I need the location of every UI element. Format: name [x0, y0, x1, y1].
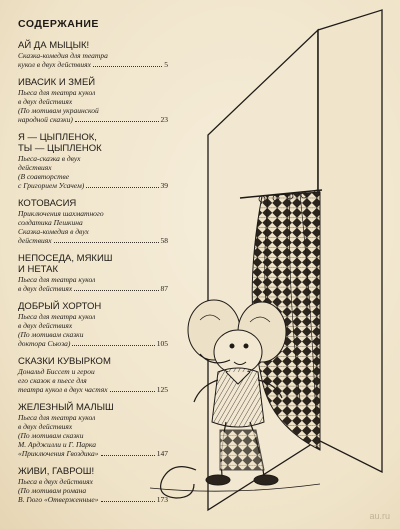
entry-last-line-row — [18, 236, 168, 245]
entry-title: НЕПОСЕДА, МЯКИШ И НЕТАК — [18, 253, 113, 275]
dot-leader — [93, 66, 162, 67]
entry-subtitle-line: В. Гюго «Отверженные» — [18, 495, 99, 504]
page-number: 147 — [156, 449, 168, 458]
dot-leader — [75, 121, 159, 122]
page-number: 58 — [160, 236, 168, 245]
dot-leader — [101, 455, 155, 456]
contents-list — [18, 40, 168, 504]
entry-title: СКАЗКИ КУВЫРКОМ — [18, 356, 111, 367]
page-number: 23 — [160, 115, 168, 124]
entry-title: КОТОВАСИЯ — [18, 198, 77, 209]
entry-last-line-row — [18, 60, 168, 69]
dot-leader — [110, 391, 155, 392]
page-number: 125 — [156, 385, 168, 394]
entry-subtitle-line: (В соавторстве — [18, 172, 70, 181]
entry-subtitle-line: действиях — [18, 163, 52, 172]
entry-subtitle-line: (По мотивам украинской — [18, 106, 99, 115]
entry-subtitle-line: народной сказки) — [18, 115, 73, 124]
entry-subtitle-line: кукол в двух действиях — [18, 60, 91, 69]
entry-title: ИВАСИК И ЗМЕЙ — [18, 77, 96, 88]
entry-subtitle-line: (По мотивам сказки — [18, 431, 84, 440]
entry-subtitle-line: (По мотивам сказки — [18, 330, 84, 339]
contents-entry[interactable] — [18, 466, 168, 504]
entry-subtitle-line: Приключения шахматного — [18, 209, 104, 218]
contents-entry[interactable] — [18, 40, 168, 69]
dot-leader — [54, 242, 159, 243]
entry-subtitle-line: солдатика Пешкина — [18, 218, 83, 227]
entry-subtitle-line: Пьеса в двух действиях — [18, 477, 93, 486]
entry-subtitle-line: с Григорием Усачем) — [18, 181, 85, 190]
entry-subtitle-line: Пьеса для театра кукол — [18, 275, 96, 284]
entry-subtitle-line: действиях — [18, 236, 52, 245]
contents-entry[interactable] — [18, 198, 168, 245]
entry-subtitle-line: доктора Сьюза) — [18, 339, 71, 348]
entry-title: АЙ ДА МЫЦЫК! — [18, 40, 90, 51]
entry-subtitle-line: Пьеса для театра кукол — [18, 413, 96, 422]
contents-heading: СОДЕРЖАНИЕ — [18, 18, 99, 30]
dot-leader — [101, 501, 155, 502]
entry-last-line-row — [18, 284, 168, 293]
entry-subtitle-line: театра кукол в двух частях — [18, 385, 108, 394]
entry-title: Я — ЦЫПЛЕНОК, ТЫ — ЦЫПЛЕНОК — [18, 132, 102, 154]
entry-subtitle-line: Сказка-комедия для театра — [18, 51, 108, 60]
table-of-contents — [18, 18, 168, 512]
entry-subtitle-line: Сказка-комедия в двух — [18, 227, 89, 236]
entry-last-line-row — [18, 181, 168, 190]
entry-subtitle-line: М. Арджилли и Г. Парка — [18, 440, 96, 449]
page-number: 87 — [160, 284, 168, 293]
contents-entry[interactable] — [18, 356, 168, 394]
entry-last-line-row — [18, 115, 168, 124]
entry-last-line-row — [18, 339, 168, 348]
page-number: 173 — [156, 495, 168, 504]
page-number: 105 — [156, 339, 168, 348]
contents-entry[interactable] — [18, 77, 168, 124]
entry-title: ЖИВИ, ГАВРОШ! — [18, 466, 95, 477]
entry-subtitle-line: Дональд Биссет и герои — [18, 367, 95, 376]
entry-subtitle-line: в двух действиях — [18, 321, 73, 330]
contents-entry[interactable] — [18, 253, 168, 293]
entry-subtitle-line: в двух действиях — [18, 97, 73, 106]
entry-title: ЖЕЛЕЗНЫЙ МАЛЫШ — [18, 402, 114, 413]
page-number: 39 — [160, 181, 168, 190]
dot-leader — [74, 290, 158, 291]
entry-subtitle-line: Пьеса для театра кукол — [18, 88, 96, 97]
dot-leader — [72, 345, 154, 346]
page-number: 5 — [164, 60, 168, 69]
entry-subtitle-line: «Приключения Гвоздика» — [18, 449, 99, 458]
entry-last-line-row — [18, 495, 168, 504]
watermark: au.ru — [369, 511, 390, 521]
contents-entry[interactable] — [18, 301, 168, 348]
entry-title: ДОБРЫЙ ХОРТОН — [18, 301, 102, 312]
entry-subtitle-line: в двух действиях — [18, 422, 73, 431]
entry-subtitle-line: в двух действиях — [18, 284, 73, 293]
contents-entry[interactable] — [18, 132, 168, 190]
entry-subtitle-line: (По мотивам романа — [18, 486, 87, 495]
entry-last-line-row — [18, 385, 168, 394]
entry-subtitle-line: Пьеса для театра кукол — [18, 312, 96, 321]
dot-leader — [86, 187, 158, 188]
entry-subtitle-line: Пьеса-сказка в двух — [18, 154, 81, 163]
entry-last-line-row — [18, 449, 168, 458]
entry-subtitle-line: его сказок в пьесе для — [18, 376, 87, 385]
contents-entry[interactable] — [18, 402, 168, 458]
